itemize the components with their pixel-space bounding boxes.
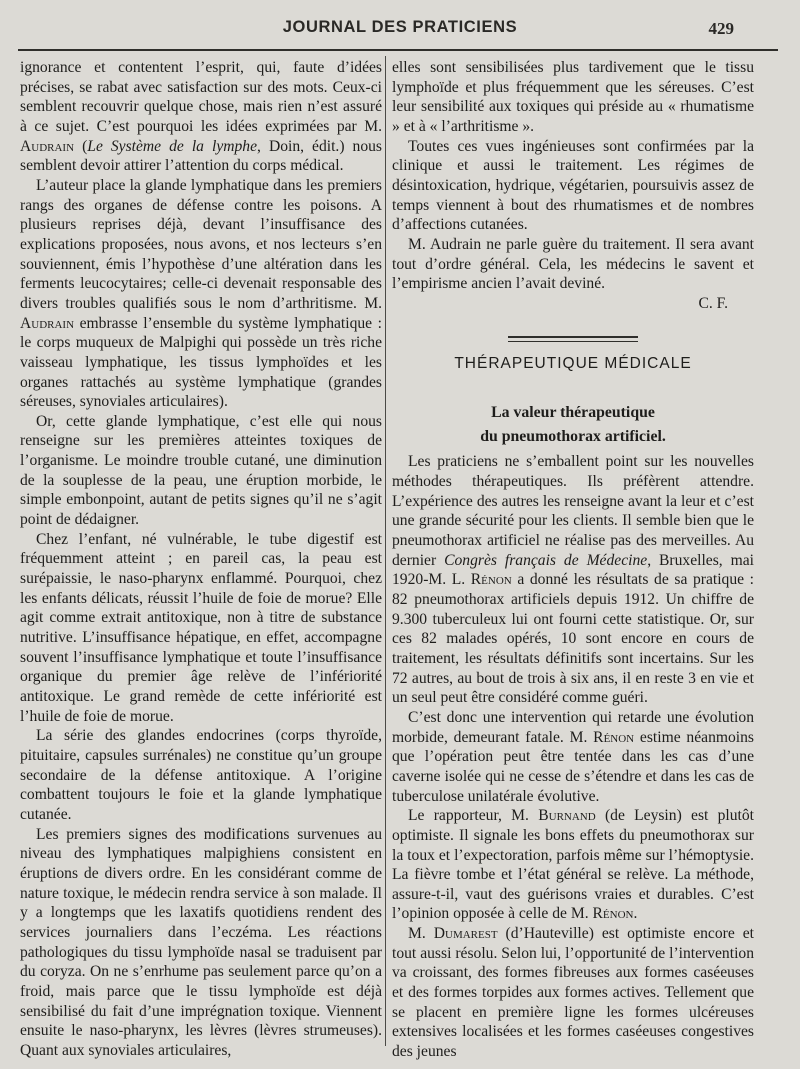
paragraph-text: M. — [408, 925, 434, 943]
paragraph — [392, 924, 754, 1062]
paragraph: elles sont sensibilisées plus tardivement que le tissu lymphoïde et plus fréquemment que les séreuses. C’est leur sensibilité aux toxiques qui préside au « rhumatisme » et à « l’arthritisme ». — [392, 59, 754, 135]
paragraph-text: ignorance et contentent l’esprit, qui, faute d’idées précises, se rabat avec satisfaction sur des mots. Ceux-ci semblent recouvrir quelque chose, mais rien n’est assuré à ce sujet. C’est pourquoi les idées exprimées par M. — [20, 59, 382, 135]
author-name: Rénon — [592, 905, 634, 923]
paragraph-text: ( — [74, 137, 88, 155]
author-name: Rénon — [593, 728, 635, 746]
left-column — [20, 58, 382, 1060]
paragraph-text: Le rapporteur, M. — [408, 807, 539, 825]
section-title: THÉRAPEUTIQUE MÉDICALE — [454, 354, 692, 372]
paragraph: Les premiers signes des modifications survenues au niveau des lymphatiques malpighiens consistent en éruptions de divers ordre. En les considérant comme de nature toxique, le médecin rendra service à son malade. Il y a longtemps que les laxatifs quotidiens rendent des services journaliers dans l’eczéma. Les réactions pathologiques du tissu lymphoïde nasal se traduisent par du coryza. On ne s’enrhume pas seulement parce qu’on a froid, mais parce que le tissu lymphoïde est déjà sensibilisé du fait d’une imprégnation toxique. Viennent ensuite le naso-pharynx, les lèvres (lèvres strumeuses). Quant aux synoviales articulaires, — [20, 825, 382, 1059]
paragraph-text: embrasse l’ensemble du système lymphatique : le corps muqueux de Malpighi qui possède un très riche vaisseau lymphatique, les tissus lymphoïdes et les organes rattachés au système lymphatique (grandes séreuses, synoviales articulaires). — [20, 314, 382, 411]
paragraph: La série des glandes endocrines (corps thyroïde, pituitaire, capsules surrénales) ne constitue qu’un groupe secondaire de la défense antitoxique. A l’origine combattent toujours le foie et la glande lymphatique cutanée. — [20, 727, 382, 823]
header-rule — [18, 49, 778, 51]
page-number: 429 — [708, 19, 734, 38]
author-name: Dumarest — [433, 925, 498, 943]
author-name: Audrain — [20, 137, 75, 155]
column-divider — [385, 56, 386, 1046]
right-column — [392, 58, 754, 1062]
paragraph: Or, cette glande lymphatique, c’est elle qui nous renseigne sur les premières atteintes toxiques de l’organisme. Le moindre trouble cutané, une diminution de la souplesse de la peau, une éruption morbide, le simple embonpoint, autant de petits signes qu’il ne s’agit point de dédaigner. — [20, 412, 382, 529]
paragraph-text: a donné les résultats de sa pratique : 82 pneumothorax artificiels depuis 1912. Un chiffre de 9.300 tuberculeux lui ont fourni cette statistique. Or, sur ces 82 malades opérés, 10 sont encore en cours de traitement, les résultats définitifs sont incertains. Sur les 72 autres, au bout de trois à six ans, il en reste 3 en vie et un seul peut être considéré comme guéri. — [392, 571, 754, 707]
author-name: Burnand — [538, 807, 596, 825]
paragraph-text: , Bruxelles, mai 1920-M. L. — [392, 551, 754, 589]
signature: C. F. — [698, 294, 728, 312]
book-title: Le Système de la lymphe — [87, 137, 258, 155]
section-divider — [508, 336, 638, 342]
article-title-line-1: La valeur thérapeutique — [491, 404, 655, 422]
article-title-line-2: du pneumothorax artificiel. — [480, 427, 666, 445]
paragraph-text: estime néanmoins que l’opération peut être tentée dans les cas d’une caverne isolée qui ne cesse de s’étendre et dans les cas de tuberculose unilatérale évolutive. — [392, 728, 754, 805]
paragraph-text: C’est donc une intervention qui retarde une évolution morbide, demeurant fatale. M. — [392, 708, 754, 746]
paragraph — [392, 452, 754, 708]
paragraph: M. Audrain ne parle guère du traitement. Il sera avant tout d’ordre général. Cela, les médecins le savent et l’empirisme ancien l’avait deviné. — [392, 235, 754, 293]
paragraph-text: , Doin, édit.) nous semblent devoir attirer l’attention du corps médical. — [20, 137, 382, 175]
paragraph-text: (de Leysin) est plutôt optimiste. Il signale les bons effets du pneumothorax sur la toux et l’expectoration, parfois même sur l’hémoptysie. La fièvre tombe et l’état général se relève. La méthode, assure-t-il, vaut des guérisons vraies et durables. C’est l’opinion opposée à celle de M. — [392, 807, 754, 923]
paragraph — [20, 58, 382, 176]
paragraph — [392, 708, 754, 806]
page-header — [0, 14, 800, 48]
paragraph: Chez l’enfant, né vulnérable, le tube digestif est fréquemment atteint ; en pareil cas, la peau est surépaissie, le naso-pharynx enflammé. Pourquoi, chez les enfants délicats, réussit l’huile de foie de morue? Elle agit comme extrait antitoxique, non à titre de substance nutritive. L’insuffisance hépatique, en effet, accompagne souvent l’insuffisance lymphatique et toute l’insuffisance organique du premier âge relève de l’infériorité antitoxique. Le grand remède de cette infériorité est l’huile de foie de morue. — [20, 530, 382, 725]
paragraph — [20, 176, 382, 412]
paragraph-text: Les praticiens ne s’emballent point sur les nouvelles méthodes thérapeutiques. Ils préfèrent attendre. L’expérience des autres les renseigne avant la leur et c’est une grande sécurité pour les clients. Il semble bien que le pneumothorax artificiel ne réalise pas des merveilles. Au dernier — [392, 453, 754, 569]
paragraph-text: L’auteur place la glande lymphatique dans les premiers rangs des organes de défense contre les poisons. A plusieurs reprises déjà, devant l’insuffisance des explications proposées, nous avons, et nos lecteurs s’en souviennent, émis l’hypothèse d’une altération dans les ferments leucocytaires; celle-ci devenait responsable des divers troubles qualifiés sous le nom d’arthritisme. M. — [20, 176, 382, 312]
author-name: Audrain — [20, 314, 75, 332]
author-name: Rénon — [470, 571, 512, 589]
paragraph-text: (d’Hauteville) est optimiste encore et tout aussi résolu. Selon lui, l’opportunité de l’intervention va croissant, des formes fibreuses aux formes caséeuses et des formes torpides aux formes actives. Tellement que se placent en première ligne les formes ulcéreuses extensives localisées et les formes caséeuses congestives des jeunes — [392, 925, 754, 1061]
paragraph — [392, 806, 754, 924]
paragraph-text: . — [633, 905, 638, 923]
paragraph: Toutes ces vues ingénieuses sont confirmées par la clinique et aussi le traitement. Les régimes de désintoxication, hydrique, végétarien, poursuivis assez de temps viennent à bout des rhumatismes et de nombres d’affections cutanées. — [392, 137, 754, 234]
journal-title: JOURNAL DES PRATICIENS — [282, 18, 518, 36]
congress-name: Congrès français de Médecine — [444, 551, 648, 569]
